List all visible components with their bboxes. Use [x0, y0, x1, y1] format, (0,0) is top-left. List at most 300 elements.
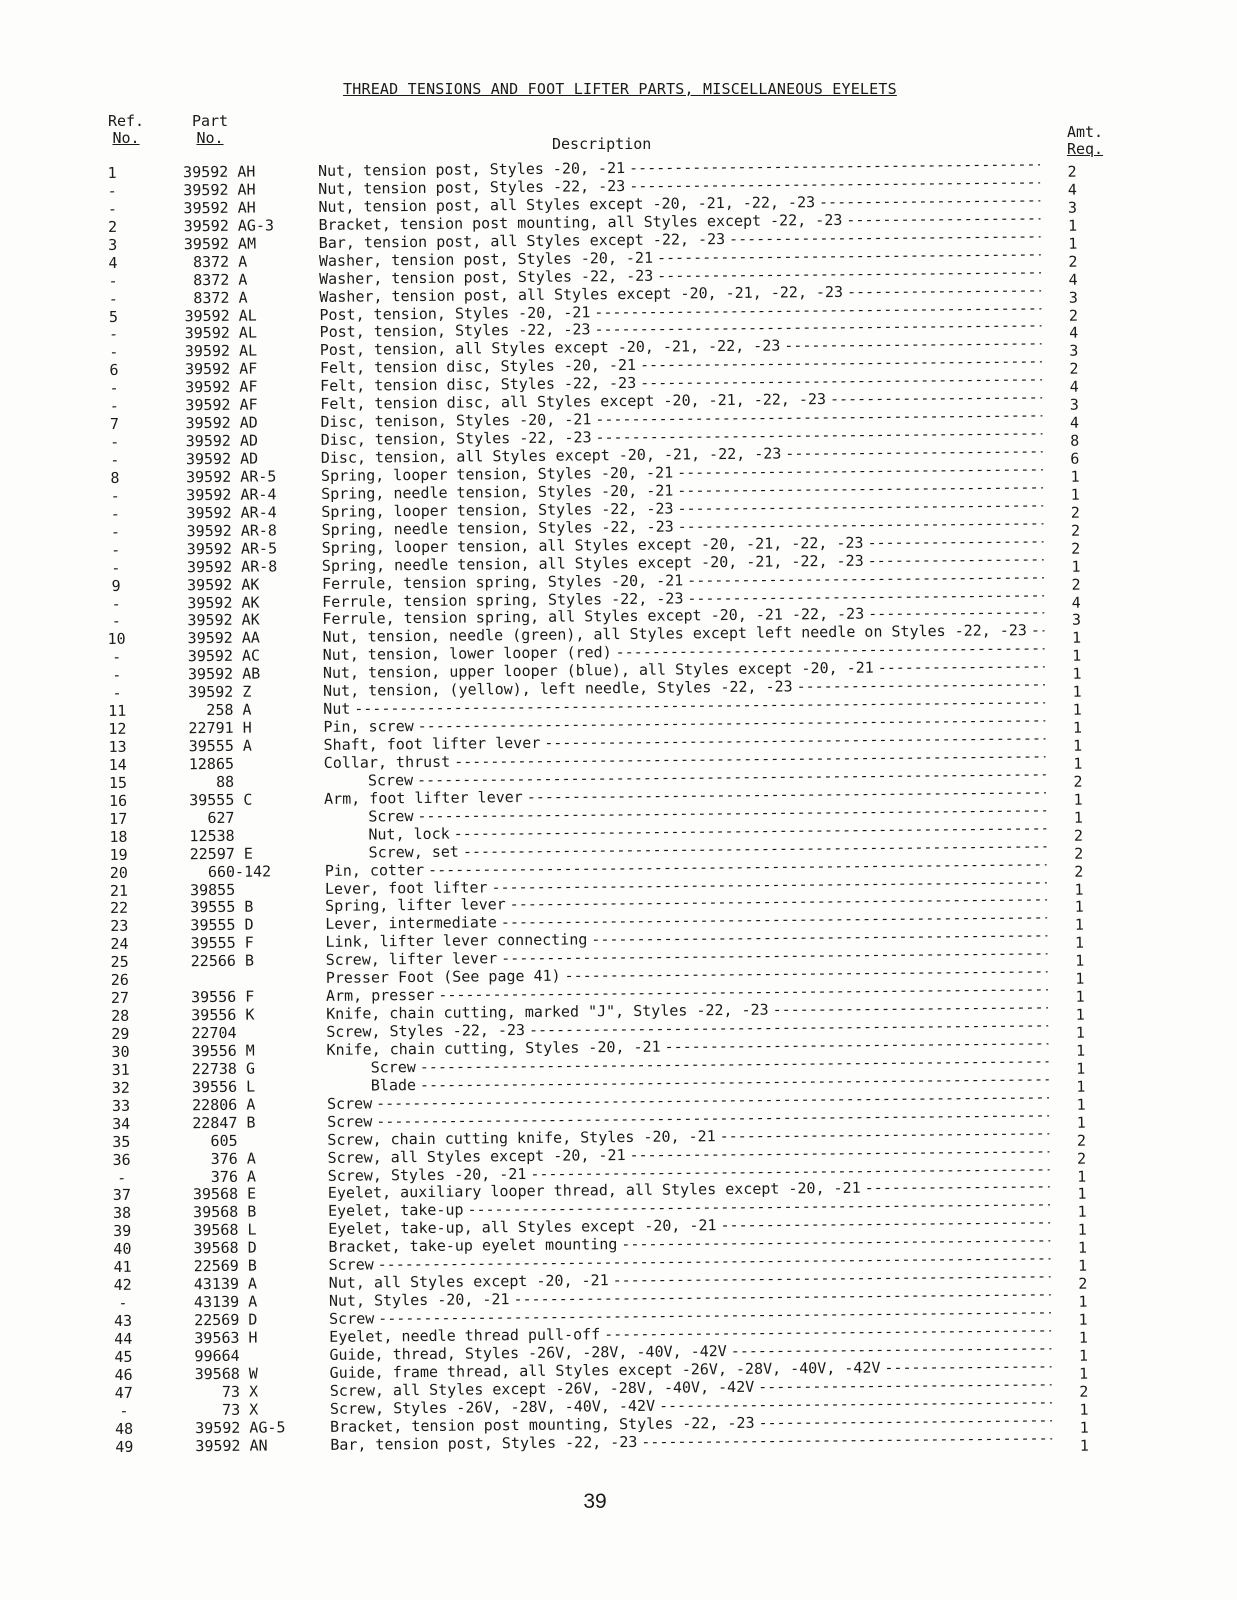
ref-no: 13: [108, 737, 127, 756]
ref-no: 29: [111, 1024, 130, 1043]
description: Shaft, foot lifter lever: [323, 733, 541, 754]
ref-no: 22: [110, 899, 129, 918]
ref-no: 26: [110, 970, 129, 990]
description: Bracket, tension post mounting, all Styles except -22, -23: [318, 210, 843, 234]
part-no: 39592 AL: [166, 323, 258, 343]
description: Ferrule, tension spring, Styles -22, -23: [322, 588, 684, 611]
amt-req: 2: [1076, 1149, 1087, 1168]
description: Spring, looper tension, Styles -22, -23: [321, 499, 674, 521]
part-no: 39592 AC: [169, 646, 261, 666]
ref-no: 12: [108, 719, 127, 739]
amt-req: 3: [1069, 342, 1079, 361]
part-no: 39568 D: [175, 1238, 257, 1258]
part-no: 22738 G: [173, 1059, 256, 1079]
description: Link, lifter lever connecting: [325, 930, 588, 952]
amt-req: 4: [1068, 270, 1078, 289]
part-no: 39592 AR-8: [168, 556, 278, 577]
ref-no: 31: [111, 1060, 130, 1079]
part-no: 39592 AK: [169, 610, 260, 630]
ref-no: 48: [115, 1419, 134, 1438]
description: Knife, chain cutting, marked "J", Styles -22, -23: [326, 1000, 769, 1023]
amt-req: 2: [1073, 826, 1084, 845]
description: Nut, tension, upper looper (blue), all Styles except -20, -21: [322, 658, 874, 683]
part-no: 39568 L: [175, 1220, 257, 1240]
description: Bracket, take-up eyelet mounting: [328, 1235, 618, 1257]
description: Washer, tension post, Styles -20, -21: [318, 248, 654, 270]
part-no: 22569 D: [176, 1310, 258, 1330]
part-no: 39563 H: [176, 1328, 258, 1348]
amt-req: 1: [1076, 1113, 1086, 1132]
ref-no: 47: [114, 1383, 133, 1402]
part-no: 22847 B: [174, 1113, 256, 1133]
dot-leader: [830, 388, 1042, 408]
amt-req: 1: [1068, 234, 1078, 253]
amt-req: 1: [1070, 467, 1080, 486]
amt-req: 4: [1069, 377, 1079, 396]
description: Spring, looper tension, all Styles except -20, -21, -22, -23: [321, 533, 864, 557]
page-title: THREAD TENSIONS AND FOOT LIFTER PARTS, MISCELLANEOUS EYELETS: [343, 80, 897, 98]
ref-no: 18: [109, 827, 128, 846]
ref-no: 35: [112, 1132, 131, 1151]
ref-header-line2: No.: [112, 129, 140, 147]
amt-req: 1: [1078, 1292, 1088, 1311]
part-no: 39555 C: [171, 790, 253, 810]
ref-no: -: [110, 504, 120, 523]
ref-no: -: [107, 199, 118, 218]
ref-no: 46: [114, 1365, 133, 1384]
amt-req: 1: [1073, 754, 1083, 773]
amt-req: 1: [1071, 557, 1081, 576]
description: Felt, tension disc, Styles -20, -21: [319, 356, 637, 378]
amt-req: 2: [1069, 359, 1079, 379]
part-no: 73 X: [176, 1400, 259, 1420]
amt-req: 1: [1075, 1005, 1085, 1024]
parts-list: [0, 153, 1237, 1456]
amt-req: 1: [1078, 1310, 1088, 1329]
ref-no: -: [111, 540, 121, 559]
part-no: 39592 AH: [164, 162, 256, 182]
part-no: 605: [174, 1131, 238, 1150]
description: Screw, Styles -22, -23: [326, 1021, 526, 1041]
part-no: 39556 L: [173, 1077, 256, 1097]
part-no: 39855: [171, 880, 236, 899]
amt-req: 2: [1073, 772, 1083, 791]
ref-no: -: [112, 648, 122, 667]
ref-no: 11: [108, 701, 127, 721]
description: Screw: [328, 1255, 374, 1275]
ref-no: 45: [114, 1347, 133, 1366]
amt-req: 1: [1072, 718, 1083, 737]
description: Screw: [368, 806, 414, 826]
ref-no: -: [112, 666, 122, 685]
amt-req: 2: [1071, 575, 1081, 594]
amt-req: 3: [1068, 288, 1078, 307]
description: Spring, needle tension, Styles -22, -23: [321, 517, 674, 539]
part-no: 39592 AF: [166, 359, 258, 379]
amt-req: 1: [1072, 682, 1082, 701]
description: Eyelet, take-up, all Styles except -20, -21: [328, 1216, 717, 1239]
part-no: 22704: [173, 1023, 237, 1043]
part-no: 12538: [171, 826, 235, 846]
ref-no: 4: [108, 253, 118, 272]
amt-req: 2: [1068, 306, 1079, 325]
ref-no: 20: [109, 863, 128, 882]
part-no: 39592 AL: [166, 306, 257, 325]
amt-req: 1: [1073, 790, 1083, 809]
description: Washer, tension post, all Styles except -20, -21, -22, -23: [319, 282, 844, 306]
dot-leader: [1031, 621, 1045, 639]
part-no: 39592 AK: [168, 575, 260, 594]
part-no: 39592 AG-3: [165, 216, 275, 236]
part-no: 22597 E: [171, 844, 253, 864]
part-no: 39592 AF: [167, 395, 258, 415]
description: Eyelet, take-up: [327, 1200, 464, 1221]
amt-req: 1: [1075, 969, 1085, 988]
description: Arm, foot lifter lever: [324, 787, 523, 808]
description: Collar, thrust: [323, 752, 451, 772]
part-header-line1: Part: [191, 112, 229, 130]
description: Guide, thread, Styles -26V, -28V, -40V, -42V: [329, 1341, 727, 1364]
part-no-header: [184, 113, 236, 147]
part-no: 99664: [176, 1346, 240, 1366]
ref-no: -: [109, 397, 119, 416]
description: Screw: [367, 770, 414, 790]
part-no: 39592 AF: [167, 377, 258, 397]
amt-header-line1: Amt.: [1066, 123, 1104, 141]
ref-no: 6: [109, 361, 119, 380]
ref-no: -: [117, 1168, 127, 1187]
description: Lever, intermediate: [325, 913, 497, 934]
part-no: 39592 AR-8: [168, 521, 277, 541]
amt-req: 1: [1077, 1202, 1087, 1222]
amt-req: 4: [1067, 180, 1077, 199]
description: Spring, looper tension, Styles -20, -21: [320, 463, 674, 485]
ref-no: 24: [110, 935, 129, 954]
amt-req: 2: [1079, 1382, 1089, 1401]
description: Nut, tension, lower looper (red): [322, 643, 612, 665]
description: Screw, all Styles except -20, -21: [327, 1145, 626, 1167]
description: Disc, tenison, Styles -20, -21: [320, 410, 592, 432]
part-no: 39592 AD: [167, 449, 259, 469]
amt-req: 2: [1074, 862, 1084, 881]
ref-no: -: [111, 558, 121, 577]
amt-req: 1: [1077, 1238, 1088, 1257]
ref-no: 38: [112, 1204, 132, 1223]
amt-req: 2: [1070, 521, 1081, 540]
ref-no: 1: [107, 163, 117, 182]
amt-req: 1: [1078, 1346, 1089, 1365]
description: Lever, foot lifter: [324, 877, 488, 898]
description: Nut, all Styles except -20, -21: [328, 1271, 609, 1293]
part-no: 39592 AR-5: [168, 539, 278, 559]
part-no: 39555 D: [172, 915, 254, 935]
description: Nut: [323, 699, 351, 719]
part-no: 22569 B: [175, 1256, 257, 1276]
dot-leader: [641, 1429, 1052, 1451]
ref-no: 27: [110, 988, 130, 1008]
ref-no: 49: [115, 1437, 134, 1456]
description: Nut, tension post, all Styles except -20, -21, -22, -23: [318, 193, 816, 216]
ref-no: 41: [113, 1257, 132, 1277]
description: Felt, tension disc, Styles -22, -23: [320, 374, 637, 396]
ref-no: 34: [112, 1114, 131, 1133]
ref-no: 32: [111, 1078, 130, 1097]
description: Knife, chain cutting, Styles -20, -21: [326, 1037, 661, 1059]
part-no: 258 A: [170, 700, 252, 720]
part-no: 39592 Z: [169, 682, 252, 702]
description: Bracket, tension post mounting, Styles -22, -23: [330, 1413, 755, 1436]
amt-req: 1: [1075, 1023, 1085, 1042]
part-no: 39556 K: [173, 1005, 255, 1025]
amt-req: 6: [1070, 449, 1080, 468]
amt-req: 2: [1068, 252, 1078, 271]
amt-req: 1: [1079, 1436, 1089, 1455]
part-no: 22566 B: [172, 951, 255, 971]
dot-leader: [846, 209, 1040, 229]
amt-req: 1: [1079, 1364, 1089, 1383]
ref-no: 42: [113, 1275, 132, 1295]
ref-no: 17: [109, 809, 128, 828]
part-no: 39556 M: [173, 1041, 255, 1061]
part-no: [173, 970, 273, 971]
amt-req: 1: [1068, 216, 1078, 235]
amt-req: 2: [1078, 1274, 1088, 1293]
amt-req: 1: [1077, 1185, 1087, 1204]
amt-req: 1: [1072, 700, 1082, 719]
ref-no-header: [100, 113, 152, 147]
ref-no: -: [107, 181, 117, 200]
description: Screw, chain cutting knife, Styles -20, -21: [327, 1126, 716, 1149]
ref-no: -: [118, 1293, 128, 1312]
amt-req: 1: [1078, 1328, 1088, 1347]
part-no: 39568 E: [174, 1185, 257, 1204]
part-no: 39592 AA: [169, 628, 260, 648]
ref-no: 33: [111, 1096, 131, 1115]
description: Blade: [370, 1075, 417, 1095]
description: Ferrule, tension spring, Styles -20, -21: [321, 571, 684, 593]
description: Eyelet, auxiliary looper thread, all Styles except -20, -21: [327, 1179, 861, 1203]
part-no: 12865: [170, 754, 235, 774]
amt-req: 1: [1074, 916, 1084, 935]
part-no: 660-142: [171, 861, 272, 881]
ref-no: 44: [114, 1329, 133, 1348]
ref-no: 2: [107, 217, 118, 236]
ref-no: -: [109, 325, 119, 344]
part-no: 39592 AL: [166, 341, 258, 361]
part-no: 39592 AM: [165, 234, 257, 254]
description: Bar, tension post, Styles -22, -23: [330, 1432, 638, 1454]
part-no: 39592 AD: [167, 413, 258, 433]
description: Spring, needle tension, all Styles except -20, -21, -22, -23: [321, 551, 864, 575]
dot-leader: [868, 603, 1044, 623]
description: Screw: [327, 1112, 373, 1131]
amt-req: 1: [1079, 1400, 1089, 1419]
amt-req: 2: [1074, 844, 1084, 863]
part-no: 39592 AH: [165, 198, 256, 218]
dot-leader: [878, 657, 1045, 677]
amt-req: 1: [1074, 933, 1085, 953]
amt-req-header: [1061, 124, 1109, 158]
part-no: 8372 A: [166, 270, 248, 290]
amt-req: 4: [1069, 413, 1080, 432]
ref-no: -: [108, 289, 118, 308]
amt-req: 2: [1071, 539, 1081, 558]
part-no: 22791 H: [170, 718, 252, 738]
part-no: 39555 B: [172, 898, 254, 917]
part-no: 39555 A: [170, 736, 252, 756]
part-no: 39592 AG-5: [177, 1417, 286, 1437]
part-no: 43139 A: [175, 1292, 258, 1312]
amt-req: 2: [1067, 162, 1077, 181]
description: Screw, Styles -20, -21: [327, 1164, 527, 1185]
ref-no: 7: [109, 414, 120, 434]
description: Post, tension, all Styles except -20, -21, -22, -23: [319, 336, 781, 360]
description: Screw: [329, 1309, 375, 1328]
description: Arm, presser: [325, 985, 435, 1006]
amt-req: 1: [1075, 987, 1085, 1006]
amt-req: 1: [1076, 1059, 1086, 1078]
part-no: 376 A: [174, 1149, 256, 1168]
part-no: 8372 A: [166, 288, 248, 307]
amt-req: 1: [1078, 1256, 1088, 1275]
description: Ferrule, tension spring, all Styles except -20, -21 -22, -23: [322, 605, 865, 629]
description-header: Description: [552, 135, 652, 153]
amt-req: 1: [1077, 1167, 1087, 1186]
amt-req: 1: [1072, 664, 1082, 683]
ref-no: 40: [113, 1240, 132, 1259]
dot-leader: [819, 191, 1040, 211]
amt-req: 1: [1079, 1418, 1089, 1437]
ref-no: -: [110, 432, 120, 452]
ref-no: -: [111, 594, 121, 613]
part-no: 39592 AN: [177, 1436, 268, 1455]
ref-no: -: [109, 343, 119, 362]
ref-no: 30: [111, 1042, 130, 1061]
ref-no: 25: [110, 953, 129, 972]
description: Screw: [370, 1057, 416, 1077]
part-no: 39592 AR-4: [168, 485, 277, 505]
description: Post, tension, Styles -22, -23: [319, 320, 591, 342]
description: Bar, tension post, all Styles except -22, -23: [318, 229, 726, 252]
part-no: 39592 AK: [169, 593, 260, 612]
ref-no: 37: [112, 1186, 132, 1205]
part-no: 39568 W: [176, 1364, 258, 1384]
description: Post, tension, Styles -20, -21: [319, 302, 591, 324]
amt-req: 1: [1076, 1095, 1086, 1114]
description: Spring, needle tension, Styles -20, -21: [321, 481, 674, 503]
part-no: 73 X: [176, 1382, 259, 1402]
part-no: 22806 A: [173, 1095, 256, 1115]
part-no: 39592 AB: [169, 664, 261, 684]
ref-no: 10: [107, 630, 126, 649]
description: Screw, lifter lever: [325, 949, 498, 970]
description: Nut, Styles -20, -21: [328, 1290, 510, 1310]
dot-leader: [865, 1177, 1050, 1197]
amt-req: 3: [1067, 198, 1078, 217]
ref-no: 9: [111, 576, 121, 595]
description: Screw: [326, 1094, 373, 1113]
ref-no: -: [109, 379, 119, 398]
part-no: 39592 AR-5: [167, 467, 277, 487]
amt-req: 2: [1076, 1131, 1087, 1150]
description: Nut, tension, (yellow), left needle, Styles -22, -23: [322, 677, 793, 701]
dot-leader: [884, 1357, 1051, 1377]
ref-no: 14: [108, 755, 127, 774]
amt-req: 4: [1069, 324, 1079, 343]
part-no: 39592 AR-4: [168, 503, 277, 523]
amt-req: 1: [1072, 646, 1082, 666]
description: Pin, screw: [323, 717, 414, 736]
ref-no: 36: [112, 1150, 131, 1169]
amt-req: 1: [1076, 1077, 1086, 1096]
dot-leader: [847, 281, 1041, 301]
ref-no: -: [119, 1401, 129, 1420]
ref-no: 16: [108, 791, 128, 810]
amt-req: 1: [1073, 808, 1083, 827]
dot-leader: [868, 550, 1044, 570]
ref-no: 5: [108, 307, 119, 326]
amt-req: 1: [1077, 1220, 1087, 1240]
part-no: 39592 AH: [165, 180, 256, 200]
ref-no: 21: [109, 881, 129, 900]
amt-req: 8: [1070, 431, 1080, 450]
description: Nut, tension post, Styles -20, -21: [317, 159, 626, 180]
part-no: 39568 B: [174, 1202, 257, 1222]
description: Felt, tension disc, all Styles except -20, -21, -22, -23: [320, 390, 827, 414]
ref-no: -: [108, 271, 118, 290]
part-no: 88: [170, 772, 235, 792]
page-number: 39: [583, 1490, 607, 1513]
part-no: 376 A: [174, 1167, 257, 1186]
ref-no: -: [110, 450, 120, 469]
amt-req: 1: [1071, 629, 1082, 648]
description: Nut, tension post, Styles -22, -23: [318, 176, 626, 198]
description: Washer, tension post, Styles -22, -23: [319, 266, 654, 288]
amt-req: 3: [1071, 611, 1082, 630]
amt-req: 1: [1074, 880, 1084, 899]
part-header-line2: No.: [196, 129, 224, 147]
ref-no: 23: [110, 917, 129, 936]
description: Disc, tension, all Styles except -20, -21, -22, -23: [320, 444, 782, 467]
description: Spring, lifter lever: [325, 895, 506, 916]
ref-no: 28: [111, 1006, 130, 1026]
dot-leader: [867, 532, 1043, 552]
ref-no: -: [111, 612, 121, 631]
amt-req: 1: [1073, 736, 1083, 755]
part-no: 43139 A: [175, 1274, 258, 1294]
ref-no: -: [112, 684, 122, 703]
ref-no: 15: [108, 773, 128, 792]
ref-no: -: [110, 486, 120, 505]
description: Pin, cotter: [324, 860, 425, 880]
part-no: 39556 F: [172, 987, 255, 1007]
description: Screw, set: [368, 842, 460, 862]
description: Disc, tension, Styles -22, -23: [320, 428, 592, 449]
description: Nut, lock: [368, 824, 450, 844]
amt-req: 2: [1070, 503, 1080, 522]
ref-no: 43: [113, 1311, 133, 1330]
part-no: 8372 A: [165, 252, 248, 272]
description: Presser Foot (See page 41): [325, 966, 561, 988]
amt-req: 3: [1069, 395, 1079, 414]
amt-req: 1: [1075, 951, 1085, 970]
part-no: 627: [171, 808, 235, 828]
amt-req: 1: [1070, 485, 1080, 504]
part-no: 39592 AD: [167, 431, 259, 451]
ref-no: -: [110, 522, 121, 541]
amt-req: 1: [1074, 898, 1084, 917]
ref-no: 39: [113, 1222, 132, 1241]
